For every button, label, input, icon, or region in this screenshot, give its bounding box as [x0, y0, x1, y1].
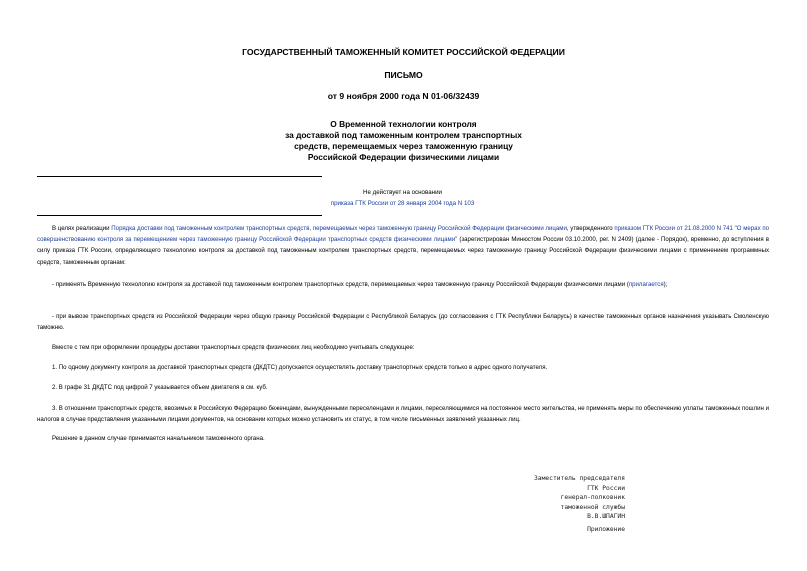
status-notice-text: Не действует на основании: [363, 189, 442, 196]
order-link[interactable]: приказом ГТК России от 21.08.2000 N 741 "О мерах по совершенствованию контроля за перемещением через таможенную границу Российской Федерации транспортных средств физическими лицами": [37, 225, 770, 244]
paragraph-6: [37, 382, 769, 393]
signature-line: В.В.ШПАГИН: [587, 513, 625, 521]
paragraph-text: - при вывозе транспортных средств из Российской Федерации через общую границу Российской Федерации с Республикой Беларусь (до согласования с ГТК Республики Беларусь) в качестве таможенных органов назначения указывать Смоленскую таможню.: [37, 313, 769, 332]
title-line: средств, перемещаемых через таможенную границу: [294, 141, 513, 151]
document-date-number: от 9 ноября 2000 года N 01-06/32439: [327, 91, 480, 101]
paragraph-text: - применять Временную технологию контроля за доставкой под таможенным контролем транспортных средств, перемещаемых через таможенную границу Российской Федерации физическими лицами (: [52, 281, 629, 288]
paragraph-7: [37, 403, 769, 425]
paragraph-text: Решение в данном случае принимается начальником таможенного органа.: [52, 435, 265, 442]
signature-line: генерал-полковник: [560, 494, 625, 502]
document-title: [0, 119, 807, 163]
status-notice-link[interactable]: приказа ГТК России от 28 января 2004 года N 103: [330, 200, 475, 207]
document-type: ПИСЬМО: [384, 70, 423, 80]
paragraph-text: );: [663, 281, 668, 288]
paragraph-text: 3. В отношении транспортных средств, ввозимых в Российскую Федерацию беженцами, вынужденными переселенцами и лицами, переселяющимися на постоянное место жительства, не применять меры по обеспечению уплаты таможенных пошлин и налогов в случае представления указанными лицами документов, на основании которых можно установить их статус, в том числе письменных заявлений указанных лиц.: [37, 405, 769, 424]
attachment-link[interactable]: прилагается: [628, 281, 664, 288]
paragraph-text: , утвержденного: [566, 225, 615, 232]
signature-line: таможенной службы: [560, 503, 625, 511]
organization-heading: ГОСУДАРСТВЕННЫЙ ТАМОЖЕННЫЙ КОМИТЕТ РОССИЙСКОЙ ФЕДЕРАЦИИ: [242, 47, 565, 57]
paragraph-text: В целях реализации: [52, 225, 112, 232]
title-line: О Временной технологии контроля: [330, 119, 477, 129]
paragraph-text: (зарегистрирован Минюстом России 03.10.2000, рег. N 2409) (далее - Порядок), временно, до вступления в силу приказа ГТК России, определяющего технологию контроля за доставкой под таможенным контролем транспортных средств, перемещаемых через таможенную границу Российской Федерации физическими лицами с применением программных средств, таможенным органам:: [37, 236, 769, 266]
attachment-label: Приложение: [587, 526, 625, 533]
title-line: Российской Федерации физическими лицами: [307, 152, 500, 162]
divider-bottom: [37, 215, 322, 216]
paragraph-2: [37, 279, 769, 290]
paragraph-1: [37, 223, 769, 268]
paragraph-text: 2. В графе 31 ДКДТС под цифрой 7 указывается объем двигателя в см. куб.: [52, 384, 268, 391]
paragraph-4: [37, 342, 769, 353]
paragraph-3: [37, 311, 769, 333]
paragraph-text: 1. По одному документу контроля за доставкой транспортных средств (ДКДТС) допускается осуществлять доставку транспортных средств только в адрес одного получателя.: [52, 364, 548, 371]
procedure-link[interactable]: Порядка доставки под таможенным контролем транспортных средств, перемещаемых через таможенную границу Российской Федерации физическими лицами: [111, 225, 567, 232]
paragraph-text: Вместе с тем при оформлении процедуры доставки транспортных средств физических лиц необходимо учитывать следующее:: [52, 344, 415, 351]
status-notice: [240, 187, 565, 209]
divider-top: [37, 176, 322, 177]
signature-line: ГТК России: [587, 484, 625, 492]
paragraph-5: [37, 362, 769, 373]
signature-line: Заместитель председателя: [534, 475, 625, 482]
signature-block: [440, 474, 625, 522]
title-line: за доставкой под таможенным контролем транспортных: [285, 130, 522, 140]
paragraph-8: [37, 433, 769, 444]
